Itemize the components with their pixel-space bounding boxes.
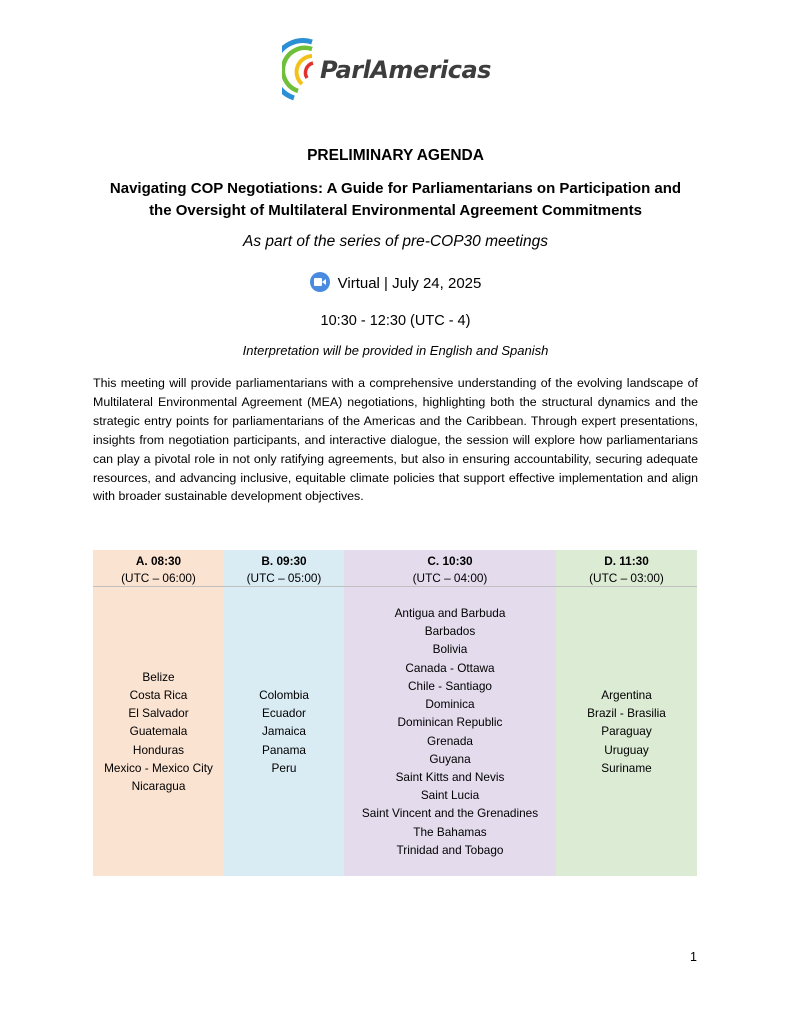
country-item: Bolivia <box>432 642 468 657</box>
page-number: 1 <box>690 950 697 964</box>
country-item: Barbados <box>424 624 476 639</box>
country-list <box>224 587 344 876</box>
country-item: Chile - Santiago <box>408 678 492 693</box>
country-item: Dominican Republic <box>397 715 503 730</box>
column-utc: (UTC – 06:00) <box>121 571 196 585</box>
column-time: D. 11:30 <box>604 554 649 568</box>
interpretation-note: Interpretation will be provided in English and Spanish <box>242 343 549 358</box>
column-utc: (UTC – 05:00) <box>246 571 322 585</box>
country-item: Paraguay <box>601 724 652 739</box>
intro-paragraph: This meeting will provide parliamentarians with a comprehensive understanding of the evolving landscape of Multilateral Environmental Agreement (MEA) negotiations, highlighting both the structural dynamics and the strategic entry points for parliamentarians of the Americas and the Caribbean. Through expert presentations, insights from negotiation participants, and interactive dialogue, the session will explore how parliamentarians can play a pivotal role in not only ratifying agreements, but also in ensuring accountability, securing adequate resources, and advancing inclusive, equitable climate policies that support effective implementation and align with broader sustainable development objectives. <box>93 376 698 504</box>
country-item: Saint Lucia <box>420 788 480 803</box>
country-list <box>93 587 224 876</box>
country-item: El Salvador <box>128 706 189 721</box>
column-time: B. 09:30 <box>261 554 307 568</box>
country-item: Guyana <box>429 751 471 766</box>
country-item: Colombia <box>259 687 309 702</box>
country-item: Brazil - Brasilia <box>587 706 666 721</box>
country-item: Canada - Ottawa <box>405 660 495 675</box>
country-item: Dominica <box>425 697 475 712</box>
country-item: Argentina <box>601 687 652 702</box>
column-header <box>344 550 556 587</box>
subtitle-line-1: Navigating COP Negotiations: A Guide for Parliamentarians on Participation and <box>109 180 682 197</box>
column-time: A. 08:30 <box>135 554 182 568</box>
logo-text: ParlAmericas <box>320 56 491 84</box>
column-header <box>93 550 224 587</box>
country-list <box>556 587 697 876</box>
page-title: PRELIMINARY AGENDA <box>307 147 484 164</box>
timezone-column-d <box>556 550 697 876</box>
subtitle-line-2: the Oversight of Multilateral Environmental Agreement Commitments <box>149 202 642 219</box>
country-item: Honduras <box>132 742 185 757</box>
column-time: C. 10:30 <box>427 554 473 568</box>
country-item: Saint Kitts and Nevis <box>395 769 505 784</box>
country-item: Ecuador <box>262 706 306 721</box>
zoom-video-icon <box>310 272 330 292</box>
country-item: Mexico - Mexico City <box>104 760 213 775</box>
event-subtitle <box>0 178 791 222</box>
column-header <box>224 550 344 587</box>
country-item: Saint Vincent and the Grenadines <box>361 806 539 821</box>
timezone-table <box>93 550 697 876</box>
country-item: Guatemala <box>129 724 188 739</box>
country-item: Antigua and Barbuda <box>394 606 506 621</box>
country-item: Grenada <box>427 733 473 748</box>
country-item: Peru <box>271 760 297 775</box>
country-item: Belize <box>142 669 175 684</box>
country-list <box>344 587 556 876</box>
event-time: 10:30 - 12:30 (UTC - 4) <box>320 313 471 329</box>
mode-date-text: Virtual | July 24, 2025 <box>337 275 482 292</box>
column-header <box>556 550 697 587</box>
country-item: Costa Rica <box>129 687 188 702</box>
country-item: Panama <box>262 742 306 757</box>
column-utc: (UTC – 04:00) <box>412 571 488 585</box>
series-note: As part of the series of pre-COP30 meetings <box>243 233 548 250</box>
timezone-column-c <box>344 550 556 876</box>
country-item: Suriname <box>601 760 652 775</box>
parlamericas-logo <box>282 36 512 108</box>
country-item: The Bahamas <box>413 824 487 839</box>
event-mode-date <box>0 272 791 292</box>
timezone-column-b <box>224 550 344 876</box>
timezone-column-a <box>93 550 224 876</box>
country-item: Trinidad and Tobago <box>396 842 504 857</box>
country-item: Uruguay <box>604 742 649 757</box>
country-item: Nicaragua <box>131 779 186 793</box>
country-item: Jamaica <box>262 724 306 739</box>
column-utc: (UTC – 03:00) <box>589 571 664 585</box>
